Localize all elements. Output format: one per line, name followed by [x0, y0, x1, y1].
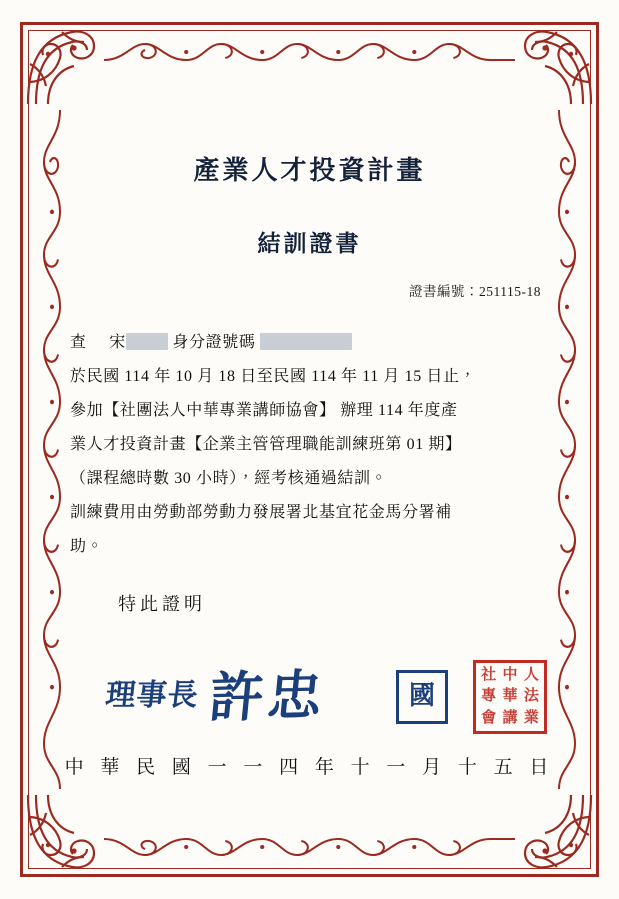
- certificate-number: [70, 280, 541, 300]
- redacted-given-name: [126, 333, 168, 350]
- right-border-ornament: [547, 110, 593, 789]
- seal-char: 中: [502, 667, 518, 684]
- certificate-number-label: 證書編號：: [409, 284, 479, 299]
- corner-ornament-icon: [511, 24, 597, 110]
- certificate-subtitle: 結訓證書: [257, 231, 362, 256]
- certificate-content: [70, 150, 549, 616]
- top-border-ornament: [104, 26, 515, 72]
- corner-ornament-icon: [511, 789, 597, 875]
- body-line-course: 業人才投資計畫【企業主管管理職能訓練班第 01 期】: [70, 436, 462, 453]
- body-line-funding-cont: 助。: [70, 538, 104, 555]
- certificate-body: [70, 326, 549, 564]
- redacted-id-number: [260, 333, 352, 350]
- corner-ornament-icon: [22, 24, 108, 110]
- page-title: 產業人才投資計畫: [193, 156, 426, 185]
- body-line-hours: （課程總時數 30 小時），經考核通過結訓。: [70, 470, 388, 487]
- seal-char: 法: [523, 688, 539, 705]
- issue-date: 中 華 民 國 一 一 四 年 十 一 月 十 五 日: [64, 757, 555, 778]
- seal-char: 人: [523, 667, 539, 684]
- seal-char: 講: [502, 709, 518, 726]
- official-seal-icon: [473, 660, 547, 734]
- seal-char: 華: [502, 688, 518, 705]
- id-number-label: 身分證號碼: [172, 334, 256, 351]
- verify-prefix: 查: [70, 334, 87, 351]
- body-line-dates: 於民國 114 年 10 月 18 日至民國 114 年 11 月 15 日止，: [70, 368, 477, 385]
- certificate-number-value: 251115-18: [479, 284, 541, 299]
- left-border-ornament: [26, 110, 72, 789]
- signatory-title: 理事長: [103, 679, 201, 712]
- seal-char: 專: [481, 688, 497, 705]
- attestation-text: 特此證明: [118, 594, 206, 614]
- body-line-funding: 訓練費用由勞動部勞動力發展署北基宜花金馬分署補: [70, 504, 452, 521]
- seal-char: 社: [481, 667, 497, 684]
- body-line-identity: [70, 326, 549, 360]
- body-line-organizer: 參加【社團法人中華專業講師協會】 辦理 114 年度產: [70, 402, 458, 419]
- signatory-name: 許忠: [206, 665, 329, 729]
- bottom-border-ornament: [104, 827, 515, 873]
- personal-seal-icon: 國: [396, 670, 448, 724]
- seal-char: 業: [523, 709, 539, 726]
- recipient-surname: 宋: [109, 334, 126, 351]
- seal-char: 會: [481, 709, 497, 726]
- corner-ornament-icon: [22, 789, 108, 875]
